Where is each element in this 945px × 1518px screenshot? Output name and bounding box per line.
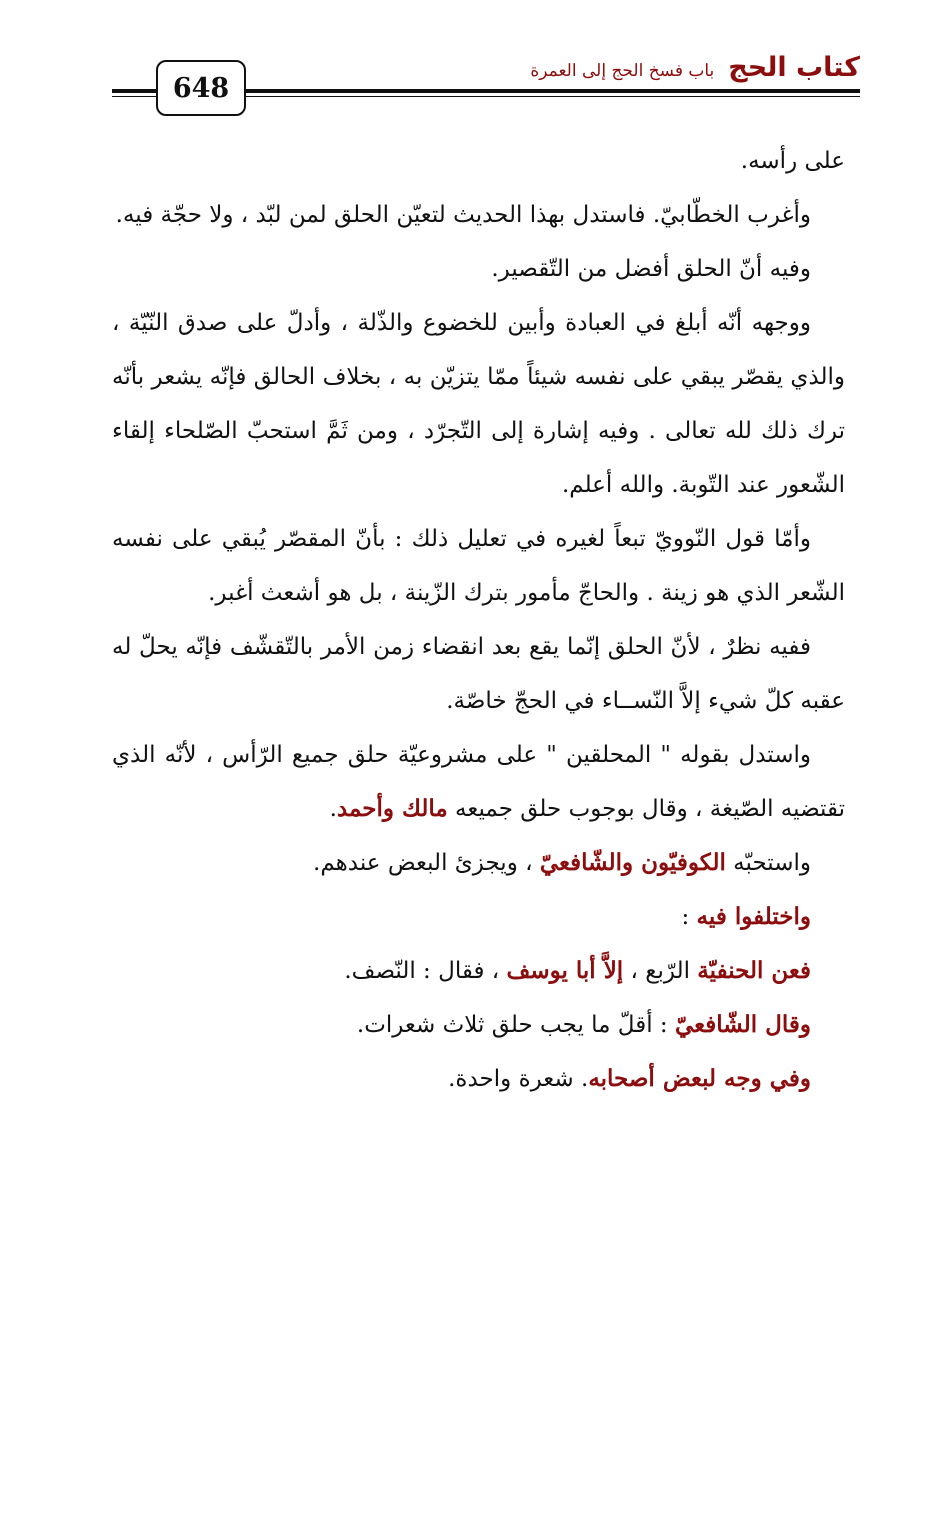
paragraph-3: [112, 242, 845, 296]
highlighted-names: الكوفيّون والشّافعيّ: [539, 849, 726, 876]
paragraph-text-end: .: [329, 796, 337, 822]
paragraph-7: [112, 728, 845, 836]
paragraph-5: [112, 512, 845, 620]
highlighted-names: وفي وجه لبعض أصحابه: [588, 1065, 811, 1092]
paragraph-4: [112, 296, 845, 512]
paragraph-6: [112, 620, 845, 728]
paragraph-12: [112, 1052, 845, 1106]
paragraph-text-end: :: [681, 904, 697, 930]
highlighted-names-2: إلاَّ أبا يوسف: [506, 957, 624, 984]
highlighted-names: مالك وأحمد: [336, 795, 448, 822]
paragraph-text-end: ، فقال : النّصف.: [344, 958, 507, 984]
highlighted-heading: واختلفوا فيه: [696, 903, 811, 930]
paragraph-8: [112, 836, 845, 890]
chapter-title: باب فسخ الحج إلى العمرة: [530, 61, 715, 81]
paragraph-text: وفيه أنّ الحلق أفضل من التّقصير.: [491, 256, 811, 282]
paragraph-10: [112, 944, 845, 998]
page-body: [112, 134, 845, 1106]
book-title: كتاب الحج: [728, 52, 860, 83]
paragraph-text-end: . شعرة واحدة.: [448, 1066, 589, 1092]
paragraph-1: [112, 134, 845, 188]
paragraph-text: ففيه نظرٌ ، لأنّ الحلق إنّما يقع بعد انقضاء زمن الأمر بالتّقشّف فإنّه يحلّ له عقبه كلّ شيء إلاَّ النّســاء في الحجّ خاصّة.: [112, 634, 845, 714]
page-header: [112, 40, 860, 120]
paragraph-text-end: : أقلّ ما يجب حلق ثلاث شعرات.: [356, 1012, 675, 1038]
paragraph-text: وأغرب الخطّابيّ. فاستدل بهذا الحديث لتعيّن الحلق لمن لبّد ، ولا حجّة فيه.: [115, 202, 811, 228]
paragraph-text: واستدل بقوله " المحلقين " على مشروعيّة حلق جميع الرّأس ، لأنّه الذي تقتضيه الصّيغة ، وقال بوجوب حلق جميعه: [112, 742, 845, 822]
highlighted-names: وقال الشّافعيّ: [674, 1011, 811, 1038]
paragraph-11: [112, 998, 845, 1052]
paragraph-text-end: ، ويجزئ البعض عندهم.: [313, 850, 540, 876]
header-title-row: [530, 52, 860, 83]
highlighted-names: فعن الحنفيّة: [697, 957, 811, 984]
page-number: 648: [156, 60, 246, 116]
paragraph-text: ووجهه أنّه أبلغ في العبادة وأبين للخضوع والذّلة ، وأدلّ على صدق النّيّة ، والذي يقصّر يبقي على نفسه شيئاً ممّا يتزيّن به ، بخلاف الحالق فإنّه يشعر بأنّه ترك ذلك لله تعالى . وفيه إشارة إلى التّجرّد ، ومن ثَمَّ استحبّ الصّلحاء إلقاء الشّعور عند التّوبة. والله أعلم.: [112, 310, 845, 498]
paragraph-text: على رأسه.: [740, 148, 845, 174]
paragraph-text: واستحبّه: [725, 850, 811, 876]
paragraph-text: وأمّا قول النّوويّ تبعاً لغيره في تعليل ذلك : بأنّ المقصّر يُبقي على نفسه الشّعر الذي هو زينة . والحاجّ مأمور بترك الزّينة ، بل هو أشعث أغبر.: [112, 526, 845, 606]
paragraph-text-mid: الرّبع ،: [623, 958, 698, 984]
paragraph-2: [112, 188, 845, 242]
paragraph-9: [112, 890, 845, 944]
